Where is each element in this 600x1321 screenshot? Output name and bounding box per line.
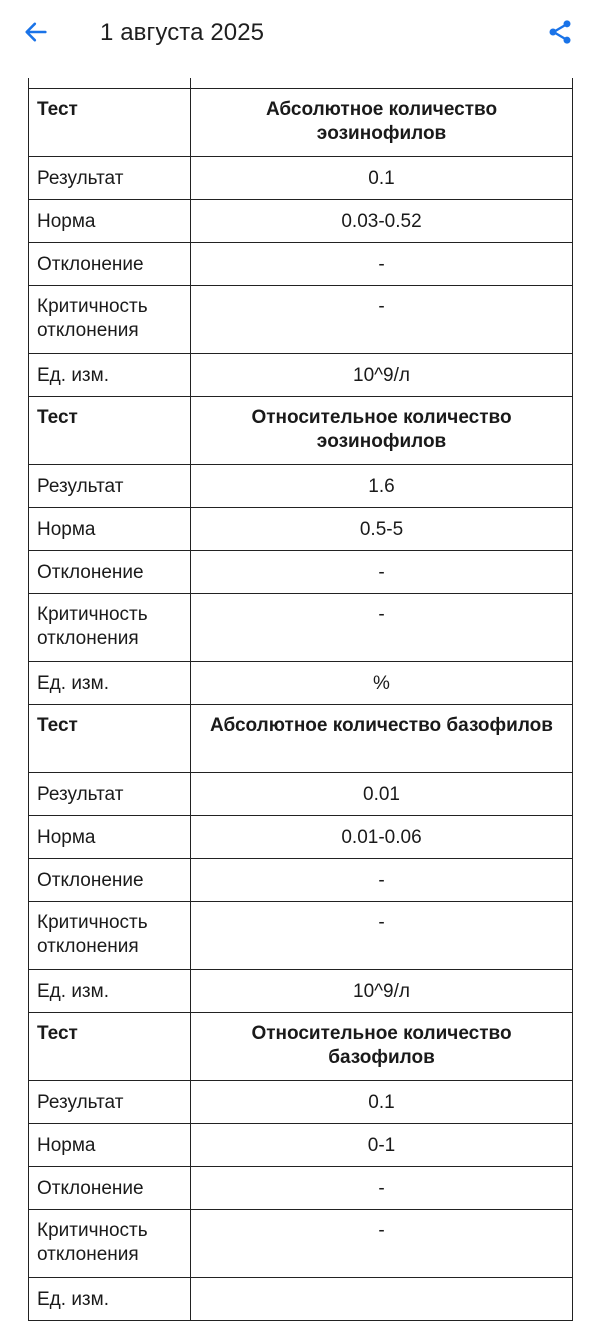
norm-label: Норма <box>29 508 191 551</box>
deviation-value: - <box>191 243 573 286</box>
criticality-value: - <box>191 1210 573 1278</box>
result-value: 0.1 <box>191 1081 573 1124</box>
test-label: Тест <box>29 89 191 157</box>
norm-value: 0.03-0.52 <box>191 200 573 243</box>
table-row <box>29 551 573 594</box>
result-label: Результат <box>29 465 191 508</box>
result-label: Результат <box>29 157 191 200</box>
deviation-label: Отклонение <box>29 551 191 594</box>
unit-label: Ед. изм. <box>29 1278 191 1321</box>
table-row <box>29 1081 573 1124</box>
share-icon <box>546 18 574 46</box>
table-row <box>29 1167 573 1210</box>
table-row <box>29 286 573 354</box>
criticality-value: - <box>191 594 573 662</box>
unit-label: Ед. изм. <box>29 354 191 397</box>
test-name: Абсолютное количество базофилов <box>191 705 573 773</box>
table-row <box>29 859 573 902</box>
table-row <box>29 594 573 662</box>
table-row <box>29 89 573 157</box>
table-row <box>29 1124 573 1167</box>
table-row <box>29 397 573 465</box>
result-label: Результат <box>29 773 191 816</box>
norm-label: Норма <box>29 200 191 243</box>
deviation-value: - <box>191 551 573 594</box>
deviation-label: Отклонение <box>29 243 191 286</box>
unit-value <box>191 1278 573 1321</box>
deviation-label: Отклонение <box>29 859 191 902</box>
unit-value: 10^9/л <box>191 970 573 1013</box>
test-name: Абсолютное количество эозинофилов <box>191 89 573 157</box>
criticality-label: Критичность отклонения <box>29 594 191 662</box>
deviation-label: Отклонение <box>29 1167 191 1210</box>
table-row <box>29 465 573 508</box>
table-row <box>29 508 573 551</box>
page-title: 1 августа 2025 <box>100 19 265 46</box>
app-bar <box>0 0 600 66</box>
results-scroll-area[interactable] <box>0 66 600 1310</box>
test-name: Относительное количество базофилов <box>191 1013 573 1081</box>
table-row <box>29 773 573 816</box>
share-button[interactable] <box>542 14 578 50</box>
criticality-label: Критичность отклонения <box>29 1210 191 1278</box>
table-row <box>29 816 573 859</box>
result-label: Результат <box>29 1081 191 1124</box>
table-row <box>29 157 573 200</box>
test-label: Тест <box>29 1013 191 1081</box>
result-value: 1.6 <box>191 465 573 508</box>
criticality-value: - <box>191 286 573 354</box>
unit-label: Ед. изм. <box>29 662 191 705</box>
table-row <box>29 1013 573 1081</box>
unit-label: Ед. изм. <box>29 970 191 1013</box>
norm-label: Норма <box>29 816 191 859</box>
results-table <box>28 88 573 1321</box>
table-row <box>29 354 573 397</box>
unit-value: 10^9/л <box>191 354 573 397</box>
result-value: 0.01 <box>191 773 573 816</box>
norm-value: 0.5-5 <box>191 508 573 551</box>
deviation-value: - <box>191 859 573 902</box>
table-row <box>29 1210 573 1278</box>
test-label: Тест <box>29 705 191 773</box>
norm-value: 0.01-0.06 <box>191 816 573 859</box>
table-row <box>29 902 573 970</box>
back-button[interactable] <box>18 14 54 50</box>
table-row <box>29 970 573 1013</box>
arrow-left-icon <box>22 18 50 46</box>
table-row <box>29 1278 573 1321</box>
test-label: Тест <box>29 397 191 465</box>
table-row <box>29 200 573 243</box>
criticality-value: - <box>191 902 573 970</box>
criticality-label: Критичность отклонения <box>29 286 191 354</box>
norm-label: Норма <box>29 1124 191 1167</box>
table-row <box>29 705 573 773</box>
test-name: Относительное количество эозинофилов <box>191 397 573 465</box>
table-row <box>29 243 573 286</box>
deviation-value: - <box>191 1167 573 1210</box>
norm-value: 0-1 <box>191 1124 573 1167</box>
result-value: 0.1 <box>191 157 573 200</box>
table-row <box>29 662 573 705</box>
criticality-label: Критичность отклонения <box>29 902 191 970</box>
unit-value: % <box>191 662 573 705</box>
